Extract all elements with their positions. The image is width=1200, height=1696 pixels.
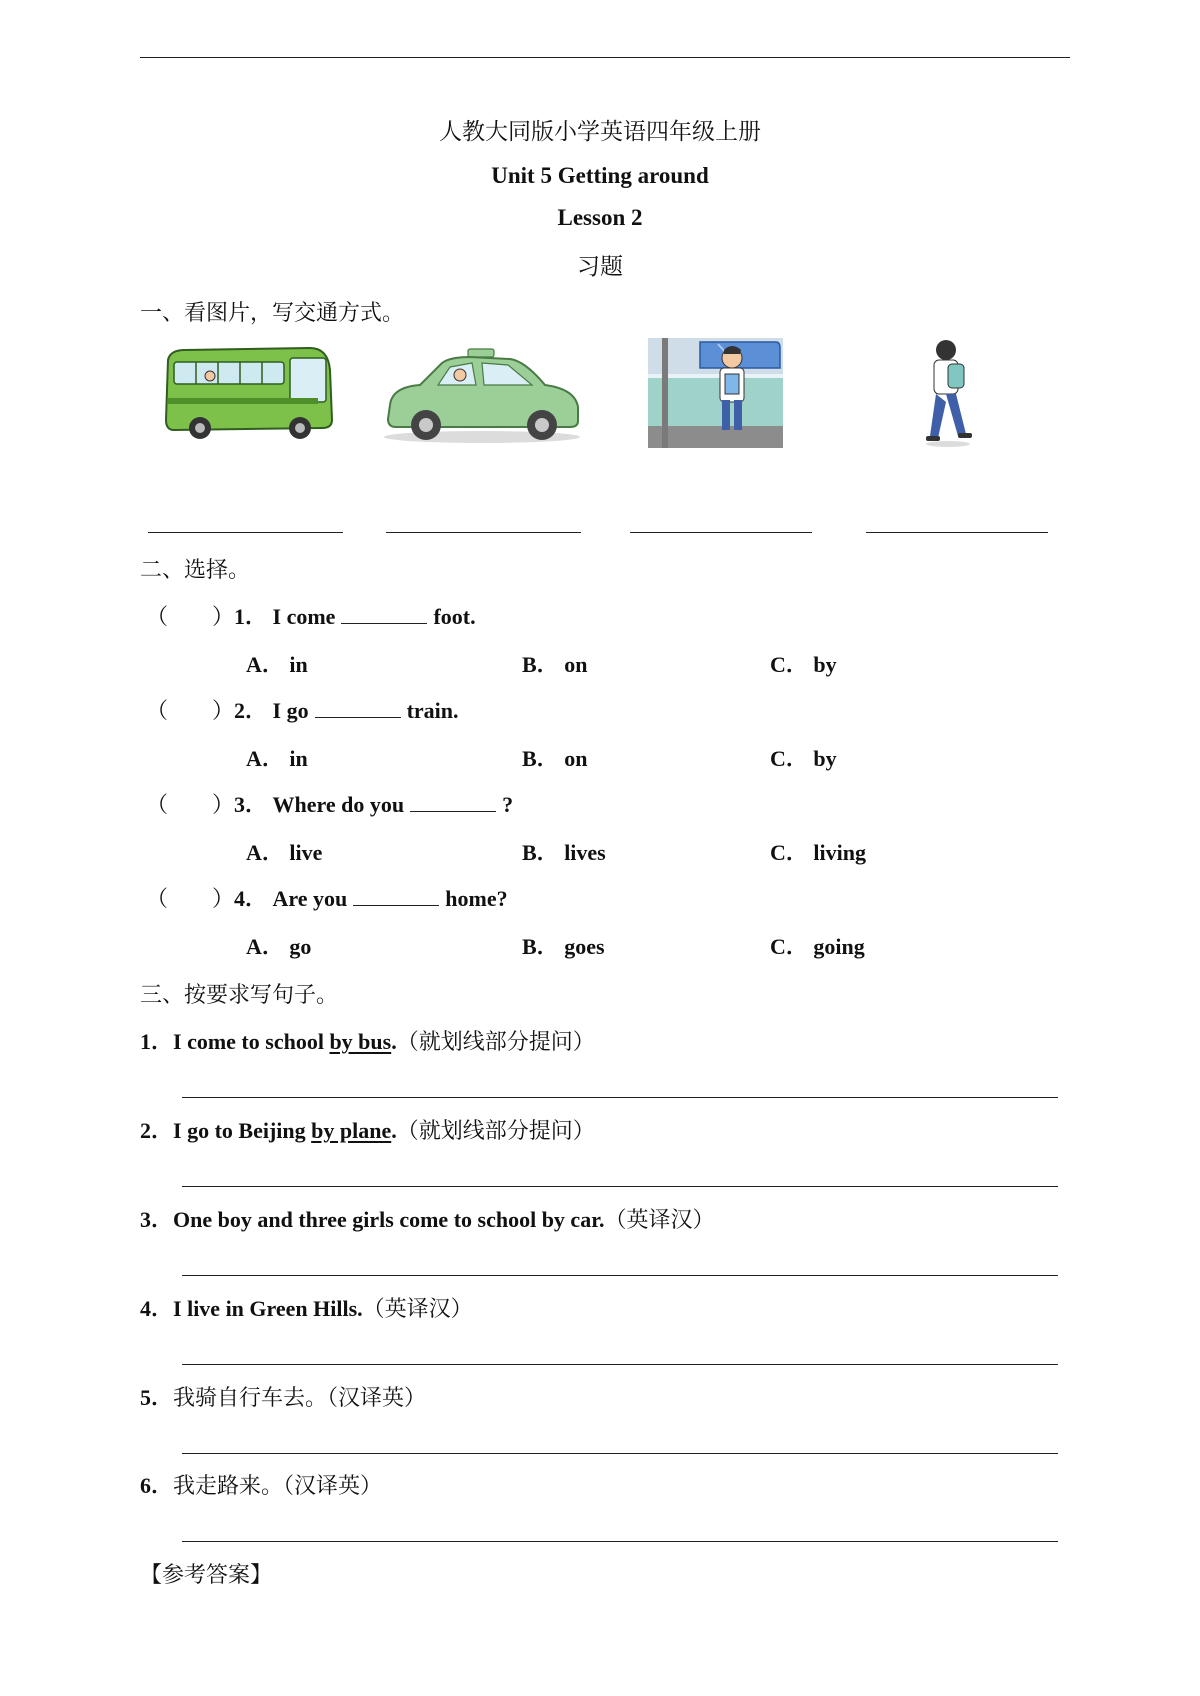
answer-parens[interactable]: （ ） bbox=[146, 887, 235, 912]
option-4a[interactable]: A． go bbox=[246, 934, 312, 959]
rewrite-item-2: 2．I go to Beijing by plane.（就划线部分提问） bbox=[140, 1118, 595, 1144]
option-2c[interactable]: C． by bbox=[770, 746, 837, 771]
write-line-2[interactable] bbox=[182, 1186, 1058, 1187]
mc-question-1: （ ）1． I come foot. bbox=[146, 604, 476, 630]
section3-title: 三、按要求写句子。 bbox=[140, 983, 339, 1008]
option-3a[interactable]: A． live bbox=[246, 840, 323, 865]
fill-blank[interactable] bbox=[341, 622, 427, 624]
fill-blank[interactable] bbox=[410, 810, 496, 812]
rewrite-item-5: 5．我骑自行车去。（汉译英） bbox=[140, 1385, 427, 1411]
bus-picture bbox=[160, 340, 335, 440]
option-4c[interactable]: C． going bbox=[770, 934, 865, 959]
option-1c[interactable]: C． by bbox=[770, 652, 837, 677]
rewrite-item-6: 6．我走路来。（汉译英） bbox=[140, 1473, 383, 1499]
option-2b[interactable]: B． on bbox=[522, 746, 588, 771]
answer-parens[interactable]: （ ） bbox=[146, 699, 235, 724]
mc-question-2: （ ）2． I go train. bbox=[146, 698, 459, 724]
lesson-title: Lesson 2 bbox=[557, 205, 643, 230]
underlined-phrase: by plane bbox=[311, 1118, 392, 1143]
answer-line-train[interactable] bbox=[630, 532, 812, 533]
write-line-6[interactable] bbox=[182, 1541, 1058, 1542]
rewrite-item-1: 1．I come to school by bus.（就划线部分提问） bbox=[140, 1029, 595, 1055]
exercise-title: 习题 bbox=[577, 254, 623, 280]
section2-title: 二、选择。 bbox=[140, 558, 251, 583]
walking-boy-picture bbox=[918, 338, 978, 448]
write-line-1[interactable] bbox=[182, 1097, 1058, 1098]
answer-line-bus[interactable] bbox=[148, 532, 343, 533]
rewrite-item-3: 3．One boy and three girls come to school by car.（英译汉） bbox=[140, 1207, 715, 1233]
unit-title: Unit 5 Getting around bbox=[491, 163, 709, 188]
mc-question-3: （ ）3． Where do you ? bbox=[146, 792, 514, 818]
underlined-phrase: by bus bbox=[329, 1029, 392, 1054]
answer-parens[interactable]: （ ） bbox=[146, 793, 235, 818]
section1-title: 一、看图片，写交通方式。 bbox=[140, 301, 405, 326]
mc-question-4: （ ）4． Are you home? bbox=[146, 886, 508, 912]
answer-parens[interactable]: （ ） bbox=[146, 605, 235, 630]
option-1a[interactable]: A． in bbox=[246, 652, 308, 677]
header-rule bbox=[140, 57, 1070, 58]
car-picture bbox=[380, 345, 585, 445]
fill-blank[interactable] bbox=[315, 716, 401, 718]
option-3c[interactable]: C． living bbox=[770, 840, 866, 865]
rewrite-item-4: 4．I live in Green Hills.（英译汉） bbox=[140, 1296, 473, 1322]
answer-line-car[interactable] bbox=[386, 532, 581, 533]
option-2a[interactable]: A． in bbox=[246, 746, 308, 771]
train-picture bbox=[648, 338, 783, 448]
fill-blank[interactable] bbox=[353, 904, 439, 906]
write-line-3[interactable] bbox=[182, 1275, 1058, 1276]
write-line-5[interactable] bbox=[182, 1453, 1058, 1454]
answers-title: 【参考答案】 bbox=[140, 1563, 273, 1588]
series-title: 人教大同版小学英语四年级上册 bbox=[439, 119, 761, 145]
write-line-4[interactable] bbox=[182, 1364, 1058, 1365]
option-3b[interactable]: B． lives bbox=[522, 840, 606, 865]
answer-line-walk[interactable] bbox=[866, 532, 1048, 533]
option-4b[interactable]: B． goes bbox=[522, 934, 605, 959]
option-1b[interactable]: B． on bbox=[522, 652, 588, 677]
